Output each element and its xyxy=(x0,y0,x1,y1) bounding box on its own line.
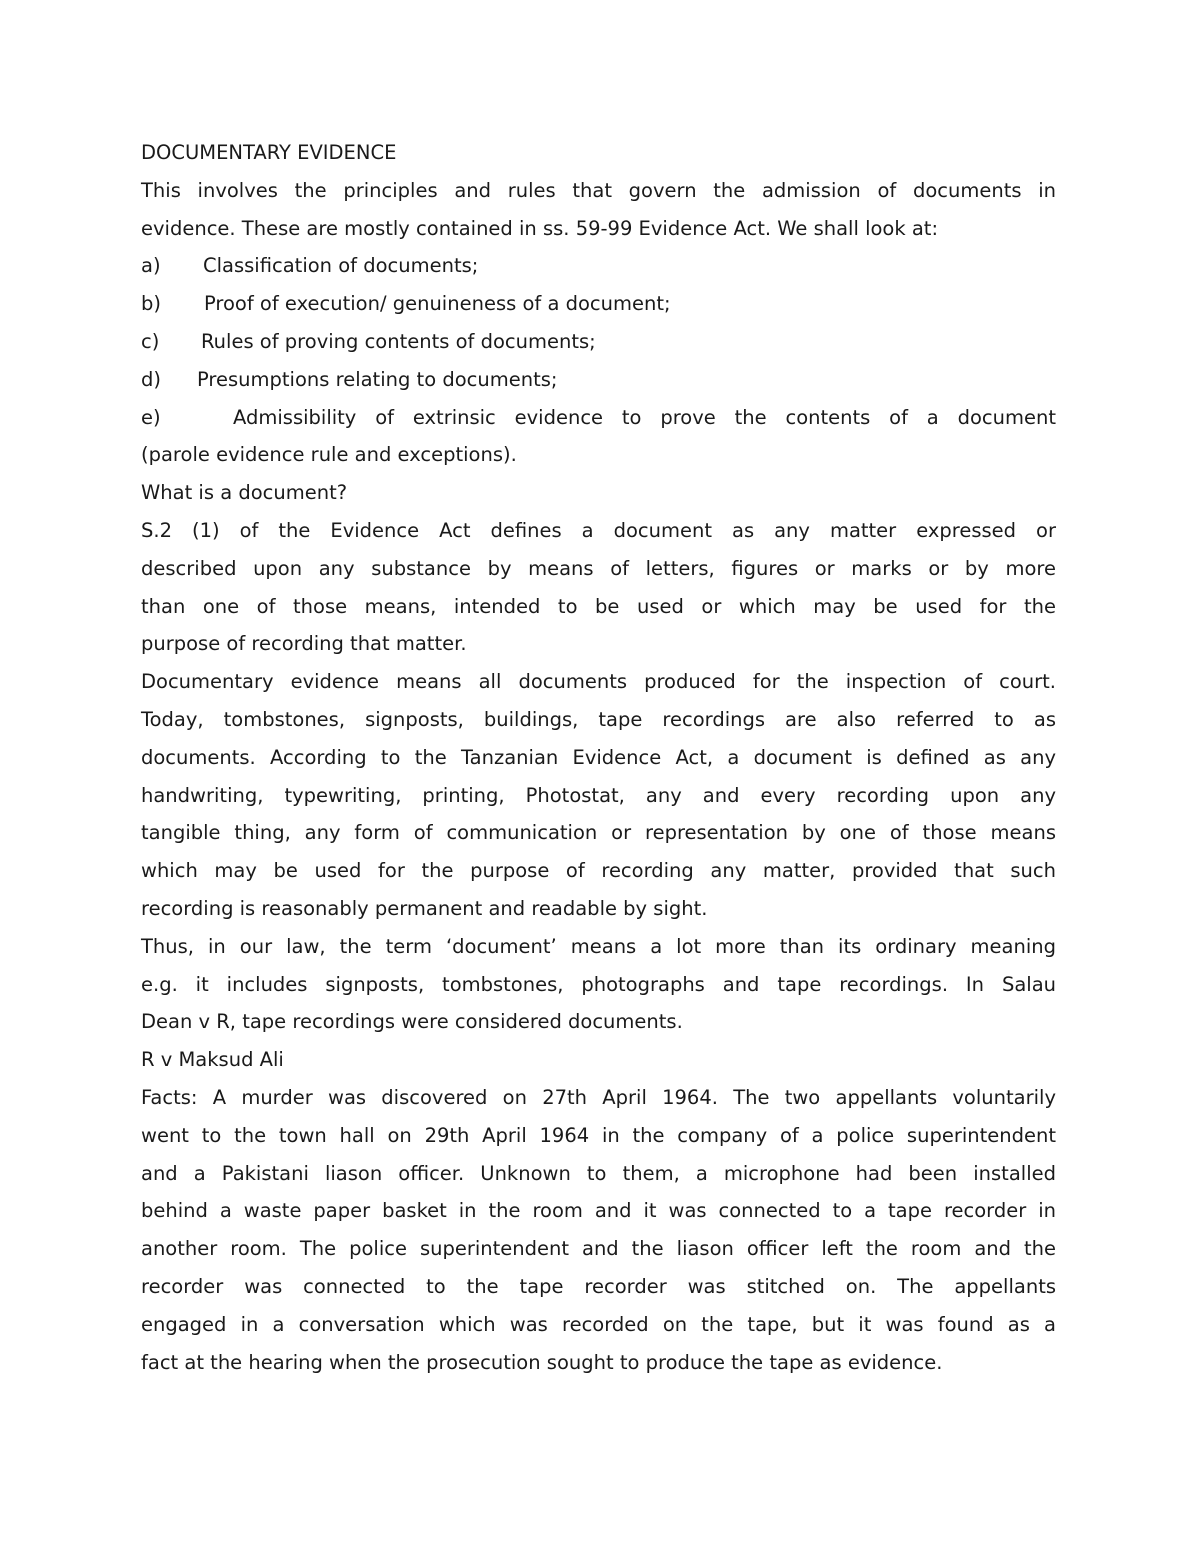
documentary-line-5: tangible thing, any form of communication or representation by one of those means xyxy=(141,821,1056,845)
document-title: DOCUMENTARY EVIDENCE xyxy=(141,141,397,164)
definition-line-3: than one of those means, intended to be used or which may be used for the xyxy=(141,594,1056,618)
list-continuation: (parole evidence rule and exceptions). xyxy=(141,443,517,467)
list-item-text: Admissibility of extrinsic evidence to prove the contents of a document xyxy=(233,405,1056,429)
list-item-text: Proof of execution/ genuineness of a document; xyxy=(204,292,671,316)
thus-line-2: e.g. it includes signposts, tombstones, photographs and tape recordings. In Salau xyxy=(141,972,1056,996)
facts-line-4: behind a waste paper basket in the room and it was connected to a tape recorder in xyxy=(141,1199,1056,1223)
definition-line-1: S.2 (1) of the Evidence Act defines a document as any matter expressed or xyxy=(141,518,1056,542)
list-item-text: Classification of documents; xyxy=(203,254,479,278)
facts-line-7: engaged in a conversation which was recorded on the tape, but it was found as a xyxy=(141,1312,1056,1336)
list-marker: b) xyxy=(141,292,161,316)
list-item-d xyxy=(141,361,1056,399)
definition-line-2: described upon any substance by means of letters, figures or marks or by more xyxy=(141,556,1056,580)
list-marker: e) xyxy=(141,405,161,429)
list-marker: c) xyxy=(141,329,160,353)
thus-line-1: Thus, in our law, the term ‘document’ means a lot more than its ordinary meaning xyxy=(141,934,1056,958)
documentary-line-6: which may be used for the purpose of recording any matter, provided that such xyxy=(141,859,1056,883)
facts-line-3: and a Pakistani liason officer. Unknown to them, a microphone had been installed xyxy=(141,1161,1056,1185)
list-item-text: Rules of proving contents of documents; xyxy=(201,329,596,353)
documentary-line-1: Documentary evidence means all documents produced for the inspection of court. xyxy=(141,670,1056,694)
list-marker: d) xyxy=(141,367,161,391)
question-heading: What is a document? xyxy=(141,481,348,505)
list-item-b xyxy=(141,285,1056,323)
facts-line-8: fact at the hearing when the prosecution sought to produce the tape as evidence. xyxy=(141,1350,943,1374)
facts-line-1: Facts: A murder was discovered on 27th April 1964. The two appellants voluntarily xyxy=(141,1085,1056,1109)
list-marker: a) xyxy=(141,254,161,278)
document-page xyxy=(141,134,1056,1381)
documentary-line-3: documents. According to the Tanzanian Evidence Act, a document is defined as any xyxy=(141,745,1056,769)
facts-line-6: recorder was connected to the tape recorder was stitched on. The appellants xyxy=(141,1274,1056,1298)
documentary-line-7: recording is reasonably permanent and readable by sight. xyxy=(141,896,708,920)
facts-line-5: another room. The police superintendent and the liason officer left the room and the xyxy=(141,1237,1056,1261)
list-item-a xyxy=(141,247,1056,285)
definition-line-4: purpose of recording that matter. xyxy=(141,632,467,656)
thus-line-3: Dean v R, tape recordings were considered documents. xyxy=(141,1010,683,1034)
list-item-e xyxy=(141,399,1056,437)
case-name: R v Maksud Ali xyxy=(141,1048,284,1072)
list-item-c xyxy=(141,323,1056,361)
list-item-text: Presumptions relating to documents; xyxy=(197,367,558,391)
documentary-line-2: Today, tombstones, signposts, buildings, tape recordings are also referred to as xyxy=(141,707,1056,731)
documentary-line-4: handwriting, typewriting, printing, Photostat, any and every recording upon any xyxy=(141,783,1056,807)
intro-line-2: evidence. These are mostly contained in ss. 59-99 Evidence Act. We shall look at: xyxy=(141,216,939,240)
facts-line-2: went to the town hall on 29th April 1964 in the company of a police superintendent xyxy=(141,1123,1056,1147)
intro-line-1: This involves the principles and rules that govern the admission of documents in xyxy=(141,178,1056,202)
